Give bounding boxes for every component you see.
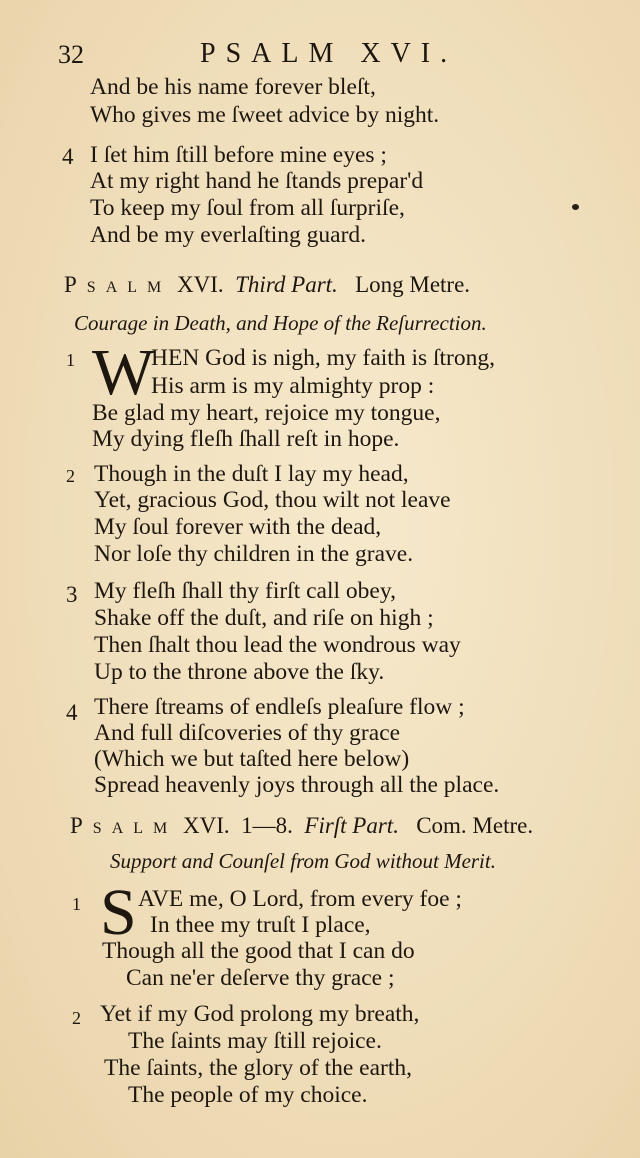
section-heading (70, 813, 533, 839)
heading-range: 1—8. (241, 813, 293, 838)
verse-line: To keep my ſoul from all ſurpriſe, (90, 195, 405, 221)
verse-line: Shake off the duſt, and riſe on high ; (94, 605, 434, 631)
verse-line: I ſet him ſtill before mine eyes ; (90, 142, 387, 168)
verse-line: And full diſcoveries of thy grace (94, 720, 401, 746)
heading-part: Third Part. (235, 272, 338, 297)
verse-number: 1 (66, 350, 75, 370)
verse-line: AVE me, O Lord, from every foe ; (138, 886, 462, 912)
heading-metre: Long Metre. (355, 272, 471, 297)
section-subtitle: Courage in Death, and Hope of the Reſurrection. (74, 311, 487, 335)
verse-line: Be glad my heart, rejoice my tongue, (92, 400, 441, 426)
page-number: 32 (58, 40, 84, 69)
heading-numeral: XVI. (177, 272, 224, 297)
verse-line: And be his name forever bleſt, (90, 74, 376, 100)
verse-number: 4 (62, 144, 74, 169)
verse-line: Who gives me ſweet advice by night. (90, 102, 440, 128)
verse-line: Nor loſe thy children in the grave. (94, 541, 414, 567)
verse-line: Though in the duſt I lay my head, (94, 461, 409, 487)
verse-number: 1 (72, 894, 81, 914)
verse-line: The ſaints, the glory of the earth, (104, 1055, 413, 1081)
verse-line: Spread heavenly joys through all the place. (94, 772, 500, 798)
verse-line: Up to the throne above the ſky. (94, 659, 385, 685)
verse-line: My ſoul forever with the dead, (94, 514, 382, 540)
heading-psalm-word: Psalm (64, 272, 172, 297)
ink-mark (572, 204, 579, 210)
section-heading (64, 272, 470, 298)
verse-line: At my right hand he ſtands prepar'd (90, 168, 424, 194)
verse-line: Yet, gracious God, thou wilt not leave (94, 487, 451, 513)
verse-number: 2 (72, 1008, 81, 1028)
verse-number: 2 (66, 466, 75, 486)
running-title: PSALM XVI. (200, 38, 458, 69)
heading-numeral: XVI. (183, 813, 230, 838)
verse-line: His arm is my almighty prop : (151, 373, 435, 399)
heading-metre: Com. Metre. (416, 813, 534, 838)
verse-number: 3 (66, 582, 78, 607)
verse-line: HEN God is nigh, my faith is ſtrong, (151, 345, 495, 371)
heading-part: Firſt Part. (304, 813, 399, 838)
verse-line: The people of my choice. (128, 1082, 368, 1108)
drop-cap: S (100, 876, 137, 949)
verse-line: And be my everlaſting guard. (90, 222, 367, 248)
verse-line: Yet if my God prolong my breath, (100, 1001, 420, 1027)
verse-line: The ſaints may ſtill rejoice. (128, 1028, 382, 1054)
verse-line: Though all the good that I can do (102, 938, 415, 964)
verse-line: In thee my truſt I place, (150, 912, 371, 938)
verse-line: Then ſhalt thou lead the wondrous way (94, 632, 461, 658)
verse-line: My fleſh ſhall thy firſt call obey, (94, 578, 396, 604)
verse-line: (Which we but taſted here below) (94, 746, 410, 772)
verse-line: Can ne'er deſerve thy grace ; (126, 965, 395, 991)
page-header (0, 38, 640, 72)
heading-psalm-word: Psalm (70, 813, 178, 838)
drop-cap: W (92, 336, 155, 409)
section-subtitle: Support and Counſel from God without Merit. (110, 849, 496, 873)
verse-number: 4 (66, 700, 78, 725)
verse-line: There ſtreams of endleſs pleaſure flow ; (94, 694, 465, 720)
verse-line: My dying fleſh ſhall reſt in hope. (92, 426, 400, 452)
